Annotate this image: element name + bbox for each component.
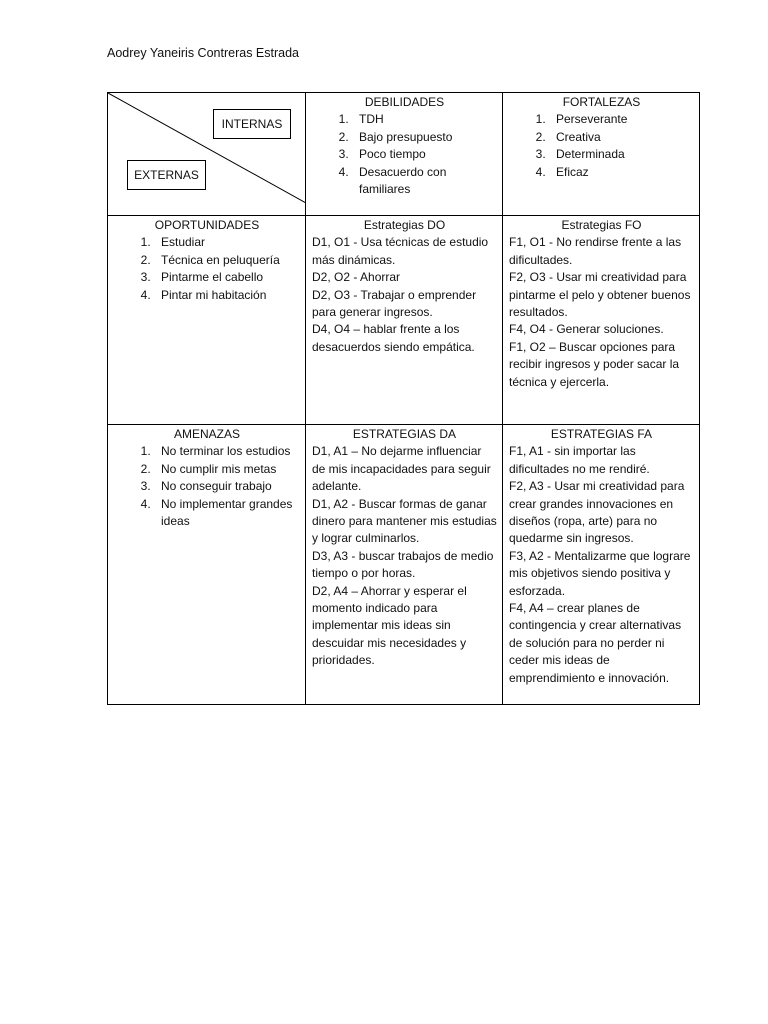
list-item: 3. Determinada xyxy=(549,146,694,163)
oportunidades-title: OPORTUNIDADES xyxy=(154,218,260,232)
list-item: 3. Poco tiempo xyxy=(352,146,497,163)
list-item: 4. Eficaz xyxy=(549,164,694,181)
corner-cell xyxy=(108,93,306,216)
list-item: 4. Desacuerdo con familiares xyxy=(352,164,497,199)
strategy-line: F1, O1 - No rendirse frente a las dificultades. xyxy=(509,235,682,267)
list-item: 2. Técnica en peluquería xyxy=(154,252,300,269)
list-item: 1. Perseverante xyxy=(549,111,694,128)
author-name: Aodrey Yaneiris Contreras Estrada xyxy=(107,46,299,60)
strategy-line: F1, A1 - sin importar las dificultades no me rendiré. xyxy=(509,444,650,476)
estrategias-da-title: ESTRATEGIAS DA xyxy=(352,427,457,441)
strategy-line: D2, O2 - Ahorrar xyxy=(312,270,401,285)
list-item: 4. Pintar mi habitación xyxy=(154,287,300,304)
list-item: 4. No implementar grandes ideas xyxy=(154,496,300,531)
strategy-line: F2, O3 - Usar mi creatividad para pintarme el pelo y obtener buenos resultados. xyxy=(509,270,691,320)
strategy-line: F2, A3 - Usar mi creatividad para crear grandes innovaciones en diseños (ropa, arte) para no quedarme sin ingresos. xyxy=(509,479,685,546)
list-item: 3. Pintarme el cabello xyxy=(154,269,300,286)
strategy-line: D1, O1 - Usa técnicas de estudio más dinámicas. xyxy=(312,235,489,267)
estrategias-fo-cell xyxy=(503,216,700,425)
strategy-line: F3, A2 - Mentalizarme que lograre mis objetivos siendo positiva y esforzada. xyxy=(509,548,691,598)
strategy-line: D1, A1 – No dejarme influenciar de mis incapacidades para seguir adelante. xyxy=(312,444,491,494)
estrategias-do-title: Estrategias DO xyxy=(363,218,446,232)
matrix-row-amenazas xyxy=(108,425,700,705)
estrategias-fa-title: ESTRATEGIAS FA xyxy=(550,427,653,441)
list-item: 2. No cumplir mis metas xyxy=(154,461,300,478)
fortalezas-list xyxy=(509,111,694,181)
list-item: 1. Estudiar xyxy=(154,234,300,251)
estrategias-fa-cell xyxy=(503,425,700,705)
internas-label: INTERNAS xyxy=(213,109,291,139)
estrategias-da-cell xyxy=(306,425,503,705)
strategy-line: F1, O2 – Buscar opciones para recibir ingresos y poder sacar la técnica y ejercerla. xyxy=(509,339,680,389)
debilidades-cell xyxy=(306,93,503,216)
debilidades-list xyxy=(312,111,497,198)
estrategias-fo-title: Estrategias FO xyxy=(561,218,642,232)
list-item: 2. Bajo presupuesto xyxy=(352,129,497,146)
estrategias-do-cell xyxy=(306,216,503,425)
amenazas-list xyxy=(114,443,300,530)
externas-label: EXTERNAS xyxy=(127,160,206,190)
strategy-line: D4, O4 – hablar frente a los desacuerdos siendo empática. xyxy=(312,322,475,354)
strategy-line: D3, A3 - buscar trabajos de medio tiempo o por horas. xyxy=(312,548,494,581)
foda-matrix xyxy=(107,92,700,705)
fortalezas-title: FORTALEZAS xyxy=(562,95,641,109)
amenazas-title: AMENAZAS xyxy=(173,427,240,441)
matrix-row-internal xyxy=(108,93,700,216)
strategy-line: D2, A4 – Ahorrar y esperar el momento indicado para implementar mis ideas sin descuidar mis necesidades y prioridades. xyxy=(312,583,467,668)
fortalezas-cell xyxy=(503,93,700,216)
strategy-line: F4, O4 - Generar soluciones. xyxy=(509,322,664,337)
amenazas-cell xyxy=(108,425,306,705)
list-item: 2. Creativa xyxy=(549,129,694,146)
debilidades-title: DEBILIDADES xyxy=(364,95,445,109)
strategy-line: D1, A2 - Buscar formas de ganar dinero para mantener mis estudias y lograr culminarlos. xyxy=(312,496,497,546)
oportunidades-cell xyxy=(108,216,306,425)
list-item: 1. No terminar los estudios xyxy=(154,443,300,460)
strategy-line: D2, O3 - Trabajar o emprender para generar ingresos. xyxy=(312,287,477,320)
oportunidades-list xyxy=(114,234,300,304)
list-item: 3. No conseguir trabajo xyxy=(154,478,300,495)
matrix-row-oportunidades xyxy=(108,216,700,425)
list-item: 1. TDH xyxy=(352,111,497,128)
strategy-line: F4, A4 – crear planes de contingencia y crear alternativas de solución para no perder ni ceder mis ideas de emprendimiento e innovación. xyxy=(509,601,682,685)
